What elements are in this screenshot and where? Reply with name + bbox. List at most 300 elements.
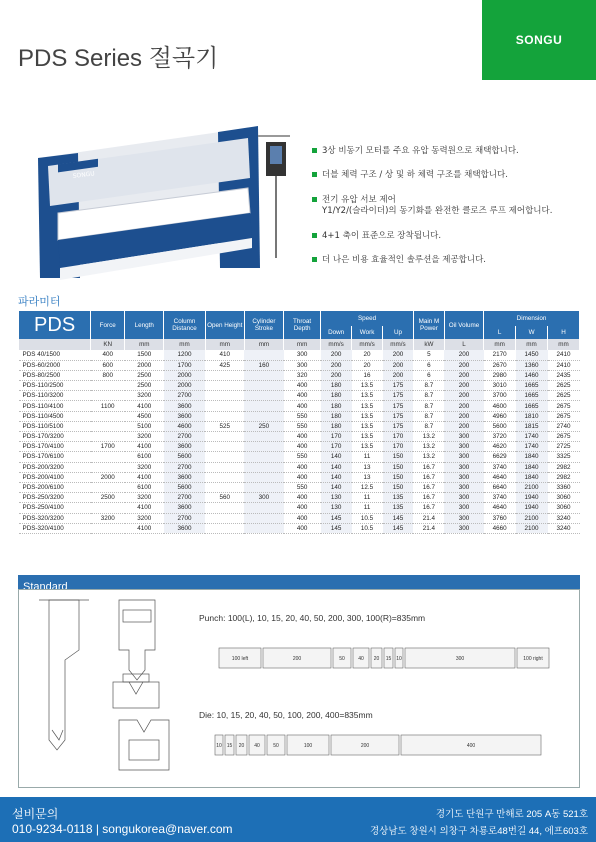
table-cell: 5600 [164,452,205,462]
table-cell [91,452,125,462]
table-cell: 175 [383,421,414,431]
tool-segment-label: 15 [385,656,392,662]
table-cell: 400 [284,462,321,472]
table-cell: 1740 [516,432,548,442]
table-cell: 2982 [548,472,580,482]
unit-cell: mm/s [321,339,352,350]
table-cell: 2670 [484,360,516,370]
punch-detail-drawing [119,600,155,680]
table-cell: 3060 [548,503,580,513]
footer-address-1: 경기도 단원구 만해로 205 A동 521호 [435,809,588,820]
table-cell [91,482,125,492]
table-cell: 1500 [125,350,164,360]
table-cell: 170 [321,432,352,442]
table-cell: 13 [352,462,383,472]
tool-segment-label: 20 [373,656,380,662]
model-cell: PDS-250/3200 [19,493,91,503]
table-cell [205,482,244,492]
table-cell: 300 [444,513,483,523]
table-cell: 2675 [548,411,580,421]
table-cell [205,503,244,513]
table-cell: 13 [352,472,383,482]
unit-cell: mm [125,339,164,350]
unit-cell: kW [413,339,444,350]
punch-spec-text: Punch: 100(L), 10, 15, 20, 40, 50, 200, 300, 100(R)=835mm [199,613,426,623]
table-cell: 2000 [91,472,125,482]
table-cell [205,411,244,421]
table-cell [244,370,283,380]
table-cell: 5600 [484,421,516,431]
feature-text: 4+1 축이 표준으로 장착됩니다. [322,230,442,241]
footer-contact: 010-9234-0118 | songukorea@naver.com [12,822,233,836]
table-cell: 2500 [125,370,164,380]
table-cell: 8.7 [413,381,444,391]
table-cell: 2675 [548,401,580,411]
table-cell: 13.5 [352,432,383,442]
table-cell: 300 [444,442,483,452]
col-speed-work: Work [352,326,383,339]
col-open-height: Open Height [205,311,244,339]
table-cell [205,523,244,533]
tool-segment-label: 300 [455,656,465,662]
footer-label: 설비문의 [12,807,59,821]
col-dim-l: L [484,326,516,339]
table-cell: 4960 [484,411,516,421]
table-cell: 1360 [516,360,548,370]
table-cell: 2000 [164,370,205,380]
table-cell: 250 [244,421,283,431]
col-column-distance: Column Distance [164,311,205,339]
table-row [19,411,580,421]
col-main-power: Main M Power [413,311,444,339]
table-cell: 13.2 [413,452,444,462]
model-cell: PDS-110/5100 [19,421,91,431]
table-cell [244,513,283,523]
model-cell: PDS-200/3200 [19,462,91,472]
feature-text: 더블 체력 구조 / 상 및 하 체력 구조를 채택합니다. [322,170,508,181]
table-cell: 5100 [125,421,164,431]
table-cell: 10.5 [352,513,383,523]
table-row [19,381,580,391]
table-cell [205,442,244,452]
unit-cell: mm [244,339,283,350]
table-cell: 4500 [125,411,164,421]
table-cell: 4620 [484,442,516,452]
model-cell: PDS-320/3200 [19,513,91,523]
table-cell [244,411,283,421]
col-dim-h: H [548,326,580,339]
feature-item [312,231,592,242]
table-cell: 13.2 [413,432,444,442]
unit-cell: mm [205,339,244,350]
table-cell: 200 [444,350,483,360]
table-cell: 12.5 [352,482,383,492]
feature-item [312,146,592,157]
table-cell: 200 [321,360,352,370]
table-cell: 4640 [484,472,516,482]
table-cell: 4660 [484,523,516,533]
tool-segment-label: 100 [303,743,313,749]
table-cell: 145 [383,513,414,523]
table-cell: 400 [284,401,321,411]
col-dim-w: W [516,326,548,339]
feature-text: 더 나은 비용 효율적인 솔루션을 제공합니다. [322,255,487,266]
table-cell: 1840 [516,462,548,472]
die-holder-drawing [119,720,169,770]
table-cell: 525 [205,421,244,431]
table-cell: 1100 [91,401,125,411]
table-cell: 3325 [548,452,580,462]
page-title: PDS Series 절곡기 [18,45,219,72]
table-cell: 2625 [548,391,580,401]
col-speed: Speed [321,311,414,326]
table-cell: 6100 [125,452,164,462]
table-cell: 3740 [484,462,516,472]
table-cell: 13.2 [413,442,444,452]
table-cell: 140 [321,462,352,472]
table-cell: 4100 [125,442,164,452]
table-cell: 800 [91,370,125,380]
table-row [19,360,580,370]
table-cell [244,442,283,452]
table-cell: 8.7 [413,411,444,421]
table-cell: 180 [321,391,352,401]
press-brake-machine-image [18,118,313,290]
table-row [19,432,580,442]
table-cell: 175 [383,401,414,411]
table-cell: 1810 [516,411,548,421]
table-cell: 13.5 [352,411,383,421]
table-cell [205,432,244,442]
table-row [19,401,580,411]
model-cell: PDS-170/3200 [19,432,91,442]
table-cell: 16.7 [413,503,444,513]
table-cell: 175 [383,381,414,391]
table-row [19,442,580,452]
table-cell: 3010 [484,381,516,391]
table-cell: 300 [444,472,483,482]
feature-text: 전기 유압 서보 제어 Y1/Y2/(슬라이더)의 동기화를 완전한 클로즈 루프 제어합니다. [322,194,553,217]
model-cell: PDS-110/4100 [19,401,91,411]
table-cell: 2100 [516,482,548,492]
table-cell: 145 [321,523,352,533]
table-cell: 3200 [125,432,164,442]
table-row [19,472,580,482]
table-cell [244,381,283,391]
table-cell [91,523,125,533]
table-cell: 21.4 [413,513,444,523]
feature-item [312,170,592,181]
table-cell: 3240 [548,513,580,523]
table-cell: 2500 [91,493,125,503]
table-cell: 300 [444,462,483,472]
table-cell [91,432,125,442]
tool-segment-label: 15 [226,743,233,749]
model-cell: PDS-320/4100 [19,523,91,533]
table-cell: 140 [321,472,352,482]
table-cell: 8.7 [413,401,444,411]
table-row [19,350,580,360]
table-cell: 2700 [164,513,205,523]
col-speed-up: Up [383,326,414,339]
table-cell: 400 [284,493,321,503]
table-body [19,350,580,533]
table-cell: 16.7 [413,482,444,492]
table-cell: 3600 [164,401,205,411]
table-cell: 140 [321,452,352,462]
table-cell: 1200 [164,350,205,360]
table-cell: 200 [383,360,414,370]
unit-cell [19,339,91,350]
table-cell: 300 [284,360,321,370]
standard-label: Standard [23,581,68,593]
table-cell: 400 [284,432,321,442]
table-cell: 180 [321,421,352,431]
table-cell: 13.5 [352,381,383,391]
table-cell: 200 [444,370,483,380]
table-cell: 5 [413,350,444,360]
table-cell [205,462,244,472]
table-cell: 400 [284,472,321,482]
table-cell [244,350,283,360]
tool-segment-label: 400 [466,743,476,749]
bullet-icon [312,197,317,202]
model-cell: PDS-170/4100 [19,442,91,452]
table-cell: 6640 [484,482,516,492]
model-cell: PDS 40/1500 [19,350,91,360]
table-cell: 300 [444,432,483,442]
tool-segment-label: 50 [339,656,345,662]
table-cell [205,381,244,391]
pds-header: PDS [19,311,91,339]
table-row [19,370,580,380]
table-cell: 400 [284,513,321,523]
table-cell: 16 [352,370,383,380]
table-cell [205,401,244,411]
table-cell: 4100 [125,503,164,513]
col-length: Length [125,311,164,339]
table-cell: 320 [284,370,321,380]
table-cell: 560 [205,493,244,503]
table-cell: 150 [383,452,414,462]
table-cell: 170 [321,442,352,452]
logo-text: SONGU [515,33,563,47]
model-cell: PDS-110/4500 [19,411,91,421]
table-cell: 3200 [91,513,125,523]
punch-segments [219,648,549,668]
table-cell: 300 [444,452,483,462]
table-cell: 160 [244,360,283,370]
table-cell [244,401,283,411]
table-cell: 3760 [484,513,516,523]
table-cell: 21.4 [413,523,444,533]
table-cell: 16.7 [413,462,444,472]
model-cell: PDS-200/4100 [19,472,91,482]
feature-item [312,255,592,266]
table-cell: 550 [284,411,321,421]
table-cell: 300 [444,503,483,513]
tool-segment-label: 20 [238,743,245,749]
table-cell [205,452,244,462]
table-cell: 200 [444,411,483,421]
bullet-icon [312,233,317,238]
table-cell: 5600 [164,482,205,492]
table-cell [244,452,283,462]
tool-segment-label: 200 [360,743,370,749]
model-cell: PDS-170/6100 [19,452,91,462]
table-cell: 1840 [516,472,548,482]
table-cell [244,523,283,533]
table-cell: 410 [205,350,244,360]
table-cell: 13.5 [352,442,383,452]
table-cell [205,513,244,523]
table-row [19,452,580,462]
table-cell: 3700 [484,391,516,401]
spec-table [18,311,580,534]
unit-cell: mm [164,339,205,350]
table-cell: 1665 [516,401,548,411]
table-cell: 16.7 [413,493,444,503]
table-cell: 400 [284,391,321,401]
die-spec-text: Die: 10, 15, 20, 40, 50, 100, 200, 400=835mm [199,710,373,720]
table-cell: 20 [352,350,383,360]
table-cell: 135 [383,493,414,503]
table-cell: 3600 [164,442,205,452]
unit-cell: mm [484,339,516,350]
table-cell: 3200 [125,391,164,401]
table-cell: 4600 [164,421,205,431]
table-cell: 2000 [125,360,164,370]
unit-cell: mm/s [352,339,383,350]
table-cell: 200 [444,421,483,431]
table-cell: 170 [383,432,414,442]
table-cell: 3360 [548,482,580,492]
table-cell: 400 [91,350,125,360]
table-cell: 11 [352,503,383,513]
table-cell: 2675 [548,432,580,442]
table-cell: 550 [284,482,321,492]
unit-cell: mm [284,339,321,350]
table-cell: 200 [444,391,483,401]
table-cell: 150 [383,482,414,492]
footer-address-2: 경상남도 창원시 의창구 차룡로48번길 44, 에프603호 [369,826,588,837]
tool-segment-label: 10 [216,743,222,749]
table-cell [91,391,125,401]
table-cell: 1460 [516,370,548,380]
die-segments [215,735,541,755]
table-cell: 13.5 [352,391,383,401]
tool-segment-label: 100 left [231,656,249,662]
model-cell: PDS-250/4100 [19,503,91,513]
table-cell: 3720 [484,432,516,442]
table-cell [244,472,283,482]
col-cylinder-stroke: Cylinder Stroke [244,311,283,339]
table-cell: 300 [444,523,483,533]
unit-cell: mm/s [383,339,414,350]
table-cell: 3200 [125,493,164,503]
table-cell: 550 [284,421,321,431]
table-cell: 2435 [548,370,580,380]
table-cell: 200 [444,381,483,391]
table-cell: 2700 [164,432,205,442]
feature-text: 3상 비동기 모터를 주요 유압 동력원으로 채택합니다. [322,146,519,156]
table-cell: 2980 [484,370,516,380]
table-cell: 1740 [516,442,548,452]
col-throat-depth: Throat Depth [284,311,321,339]
table-cell: 1840 [516,452,548,462]
table-cell: 8.7 [413,421,444,431]
section-label-parameters: 파라미터 [18,295,61,308]
table-cell: 3200 [125,513,164,523]
table-cell: 2625 [548,381,580,391]
table-cell: 2700 [164,462,205,472]
table-cell: 200 [444,401,483,411]
table-cell: 16.7 [413,472,444,482]
table-cell: 180 [321,401,352,411]
table-cell: 400 [284,503,321,513]
table-cell: 400 [284,381,321,391]
table-cell [205,370,244,380]
model-cell: PDS-110/3200 [19,391,91,401]
table-cell: 20 [352,360,383,370]
table-cell: 8.7 [413,391,444,401]
unit-cell: L [444,339,483,350]
table-cell: 2410 [548,360,580,370]
table-cell: 200 [321,370,352,380]
col-force: Force [91,311,125,339]
feature-item [312,195,592,218]
table-cell: 4100 [125,523,164,533]
table-cell: 150 [383,462,414,472]
table-cell: 1700 [164,360,205,370]
table-cell: 2500 [125,381,164,391]
model-cell: PDS-80/2500 [19,370,91,380]
table-cell: 400 [284,523,321,533]
table-cell [91,421,125,431]
table-cell: 2982 [548,462,580,472]
table-cell: 550 [284,452,321,462]
bullet-icon [312,172,317,177]
table-cell: 170 [383,442,414,452]
table-cell: 11 [352,493,383,503]
table-row [19,493,580,503]
tool-segment-label: 200 [292,656,302,662]
table-row [19,503,580,513]
table-cell: 6629 [484,452,516,462]
punch-profile-drawing [39,600,89,750]
table-cell: 1665 [516,391,548,401]
brand-logo [482,0,596,80]
table-cell: 3600 [164,411,205,421]
table-cell: 300 [284,350,321,360]
tool-segment-label: 100 right [523,656,543,662]
table-cell: 300 [444,482,483,492]
table-cell [244,503,283,513]
tool-segment-label: 50 [273,743,279,749]
table-row [19,523,580,533]
table-cell: 13.5 [352,401,383,411]
table-cell: 300 [244,493,283,503]
table-cell: 600 [91,360,125,370]
unit-row [19,339,580,350]
table-cell: 180 [321,381,352,391]
table-cell: 2725 [548,442,580,452]
table-cell: 2700 [164,391,205,401]
col-dimension: Dimension [484,311,580,326]
table-cell: 1665 [516,381,548,391]
table-cell: 150 [383,472,414,482]
bullet-icon [312,148,317,153]
